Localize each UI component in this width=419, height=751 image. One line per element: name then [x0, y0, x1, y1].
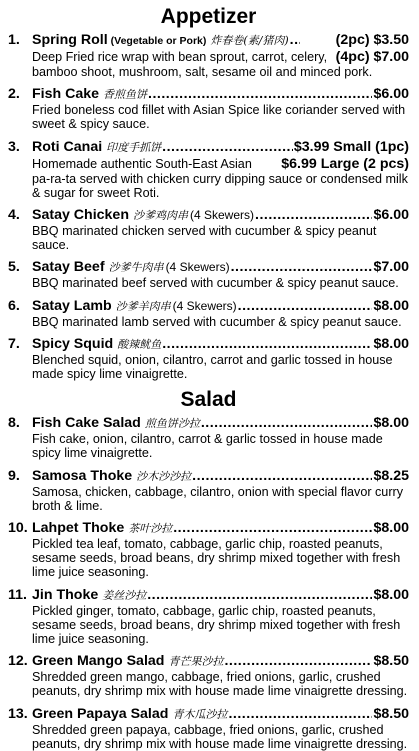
item-chinese-name: 青芒果沙拉: [168, 655, 224, 669]
item-number: 12.: [8, 653, 28, 670]
item-name: Lahpet Thoke: [32, 520, 125, 537]
item-price: $7.00: [373, 259, 409, 276]
leader-dots: [162, 336, 372, 352]
menu-item-jin-thoke: [8, 587, 409, 647]
leader-dots: [228, 706, 372, 722]
item-number: 10.: [8, 520, 28, 537]
item-description: Shredded green papaya, cabbage, fried onions, garlic, crushed peanuts, dry shrimp mix with house made lime vinaigrette dressing.: [32, 722, 408, 751]
item-price: $8.50: [373, 705, 409, 722]
item-number: 1.: [8, 32, 20, 48]
menu-item-fish-cake-salad: [8, 415, 409, 460]
item-note: (4 Skewers): [165, 260, 230, 275]
item-name: Satay Lamb: [32, 297, 112, 314]
item-number: 8.: [8, 415, 20, 432]
item-note: (4 Skewers): [172, 298, 237, 313]
menu-item-green-mango-salad: [8, 653, 409, 698]
section-title-appetizer: Appetizer: [160, 5, 257, 28]
item-chinese-name: 沙爹羊肉串: [115, 299, 171, 313]
item-price: $8.00: [373, 415, 409, 432]
item-price: (2pc) $3.50: [335, 32, 409, 48]
item-name: Roti Canai: [32, 138, 103, 155]
item-chinese-name: 沙爹鸡肉串: [133, 209, 188, 223]
item-name: Spring Roll: [32, 32, 108, 48]
item-price: $8.00: [373, 335, 409, 352]
item-description: Fried boneless cod fillet with Asian Spice like coriander served with sweet & spicy sauce.: [32, 103, 406, 132]
item-chinese-name: 青木瓜沙拉: [172, 707, 228, 721]
item-name: Fish Cake: [32, 86, 100, 103]
item-price: $8.25: [373, 467, 409, 484]
item-number: 7.: [8, 335, 20, 352]
item-price: $8.50: [373, 653, 409, 670]
item-description: Pickled tea leaf, tomato, cabbage, garlic chip, roasted peanuts, sesame seeds, broad beans, dry shrimp mixed together with fresh lime juice seasoning.: [32, 537, 401, 580]
item-description: Shredded green mango, cabbage, fried onions, garlic, crushed peanuts, dry shrimp mix with house made lime vinaigrette dressing.: [32, 670, 408, 699]
item-price: $8.00: [373, 297, 409, 314]
leader-dots: [162, 139, 293, 155]
item-name: Samosa Thoke: [32, 467, 133, 484]
item-number: 4.: [8, 207, 20, 224]
item-price: $8.00: [373, 586, 409, 603]
item-description: Fish cake, onion, cilantro, carrot & garlic tossed in house made spicy lime vinaigrette.: [32, 432, 383, 461]
item-chinese-name: 香煎鱼饼: [103, 88, 148, 102]
item-chinese-name: 印度手抓饼: [106, 140, 162, 154]
item-name: Green Papaya Salad: [32, 705, 169, 722]
item-description: BBQ marinated chicken served with cucumber & spicy peanut sauce.: [32, 224, 377, 253]
leader-dots: [290, 32, 300, 48]
item-number: 11.: [8, 586, 27, 603]
leader-dots: [238, 298, 373, 314]
item-description-cont: pa-ra-ta served with chicken curry dipping sauce or condensed milk & sugar for sweet Roti.: [32, 171, 408, 200]
item-chinese-name: 茶叶沙拉: [128, 522, 173, 536]
item-chinese-name: 沙木沙沙拉: [136, 469, 192, 483]
item-price: $8.00: [373, 520, 409, 537]
item-price-alt: (4pc) $7.00: [335, 49, 409, 65]
menu-item-satay-lamb: [8, 298, 409, 329]
item-name: Spicy Squid: [32, 335, 114, 352]
leader-dots: [173, 520, 372, 536]
menu-item-lahpet-thoke: [8, 520, 409, 580]
item-description-cont: bamboo shoot, mushroom, salt, sesame oil and minced pork.: [32, 65, 373, 79]
menu-item-green-papaya-salad: [8, 706, 409, 751]
item-description: Homemade authentic South-East Asian: [32, 156, 252, 171]
item-name: Fish Cake Salad: [32, 415, 141, 432]
item-description: Deep Fried rice wrap with bean sprout, carrot, celery,: [32, 50, 328, 64]
item-number: 5.: [8, 259, 20, 276]
leader-dots: [192, 468, 372, 484]
menu-item-satay-chicken: [8, 207, 409, 252]
menu-page: [0, 5, 419, 751]
item-note: (Vegetable or Pork): [110, 35, 207, 47]
menu-item-spring-roll: [8, 32, 409, 79]
item-chinese-name: 姜丝沙拉: [102, 588, 147, 602]
item-name: Jin Thoke: [32, 586, 99, 603]
item-number: 6.: [8, 297, 20, 314]
item-number: 9.: [8, 467, 20, 484]
item-name: Satay Chicken: [32, 207, 129, 224]
menu-item-spicy-squid: [8, 336, 409, 381]
item-description: Samosa, chicken, cabbage, cilantro, onion with special flavor curry broth & lime.: [32, 484, 403, 513]
item-price: $3.99 Small (1pc): [293, 138, 409, 155]
menu-item-fish-cake: [8, 86, 409, 131]
item-price-alt: $6.99 Large (2 pcs): [281, 155, 409, 172]
item-name: Satay Beef: [32, 259, 105, 276]
item-number: 13.: [8, 705, 28, 722]
item-name: Green Mango Salad: [32, 653, 165, 670]
section-title-salad: Salad: [180, 388, 237, 412]
menu-item-satay-beef: [8, 259, 409, 290]
item-price: $6.00: [373, 86, 409, 103]
item-price: $6.00: [373, 207, 409, 224]
item-chinese-name: 炸春卷(素/猪肉): [210, 34, 289, 47]
item-chinese-name: 酸辣鱿鱼: [117, 337, 162, 351]
item-chinese-name: 沙爹牛肉串: [108, 261, 164, 275]
item-number: 2.: [8, 86, 20, 103]
leader-dots: [148, 86, 372, 102]
item-number: 3.: [8, 138, 20, 155]
menu-item-samosa-thoke: [8, 468, 409, 513]
item-description: Pickled ginger, tomato, cabbage, garlic chip, roasted peanuts, sesame seeds, broad beans, dry shrimp mixed together with fresh lime juice seasoning.: [32, 603, 401, 647]
leader-dots: [231, 259, 373, 275]
leader-dots: [201, 415, 373, 431]
item-description: BBQ marinated beef served with cucumber & spicy peanut sauce.: [32, 276, 399, 291]
leader-dots: [147, 587, 372, 603]
leader-dots: [224, 653, 372, 669]
item-note: (4 Skewers): [190, 208, 255, 223]
item-chinese-name: 煎鱼饼沙拉: [144, 417, 200, 431]
leader-dots: [255, 207, 372, 223]
item-description: Blenched squid, onion, cilantro, carrot and garlic tossed in house made spicy lime vinaigrette.: [32, 352, 393, 382]
menu-item-roti-canai: [8, 139, 409, 200]
item-description: BBQ marinated lamb served with cucumber & spicy peanut sauce.: [32, 314, 402, 329]
